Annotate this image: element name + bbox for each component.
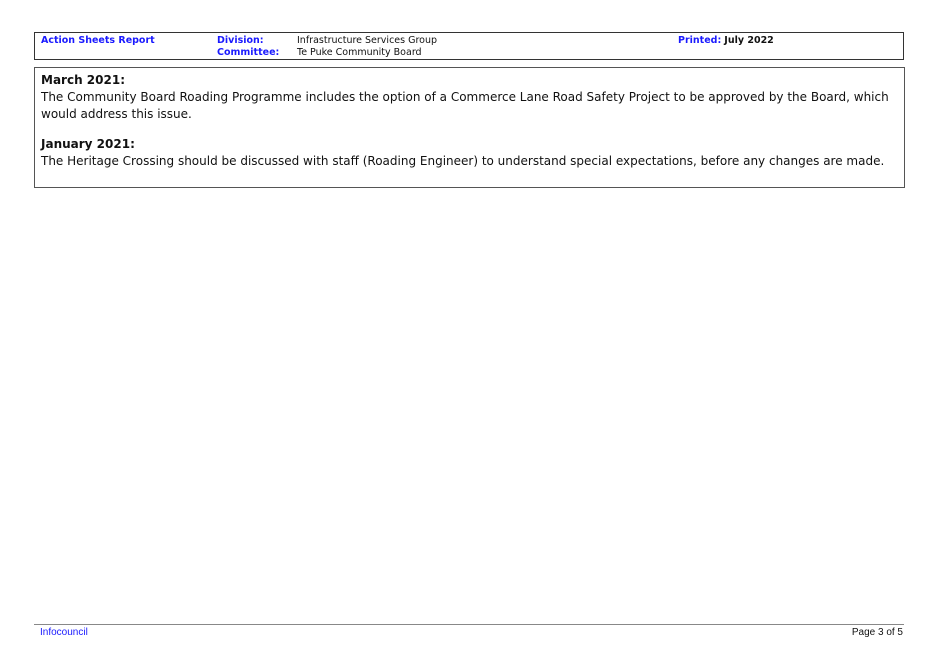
report-header	[34, 32, 904, 60]
division-value: Infrastructure Services Group	[297, 35, 438, 46]
footer-divider	[34, 624, 904, 625]
printed-date	[678, 34, 774, 47]
note-entry	[41, 72, 898, 123]
committee-label: Committee:	[217, 47, 280, 58]
division-label: Division:	[217, 35, 264, 46]
action-notes-box	[34, 67, 905, 188]
note-body: The Heritage Crossing should be discussed with staff (Roading Engineer) to understand special expectations, before any changes are made.	[41, 154, 885, 168]
note-heading: January 2021:	[41, 137, 135, 151]
committee-value: Te Puke Community Board	[297, 47, 422, 58]
printed-label: Printed:	[678, 35, 722, 46]
printed-value: July 2022	[724, 35, 774, 46]
note-body: The Community Board Roading Programme includes the option of a Commerce Lane Road Safety Project to be approved by the Board, which would address this issue.	[41, 90, 889, 121]
page-number: Page 3 of 5	[851, 627, 903, 638]
note-heading: March 2021:	[41, 73, 125, 87]
report-title: Action Sheets Report	[41, 35, 155, 46]
note-entry	[41, 136, 898, 170]
footer-brand: Infocouncil	[40, 627, 88, 638]
